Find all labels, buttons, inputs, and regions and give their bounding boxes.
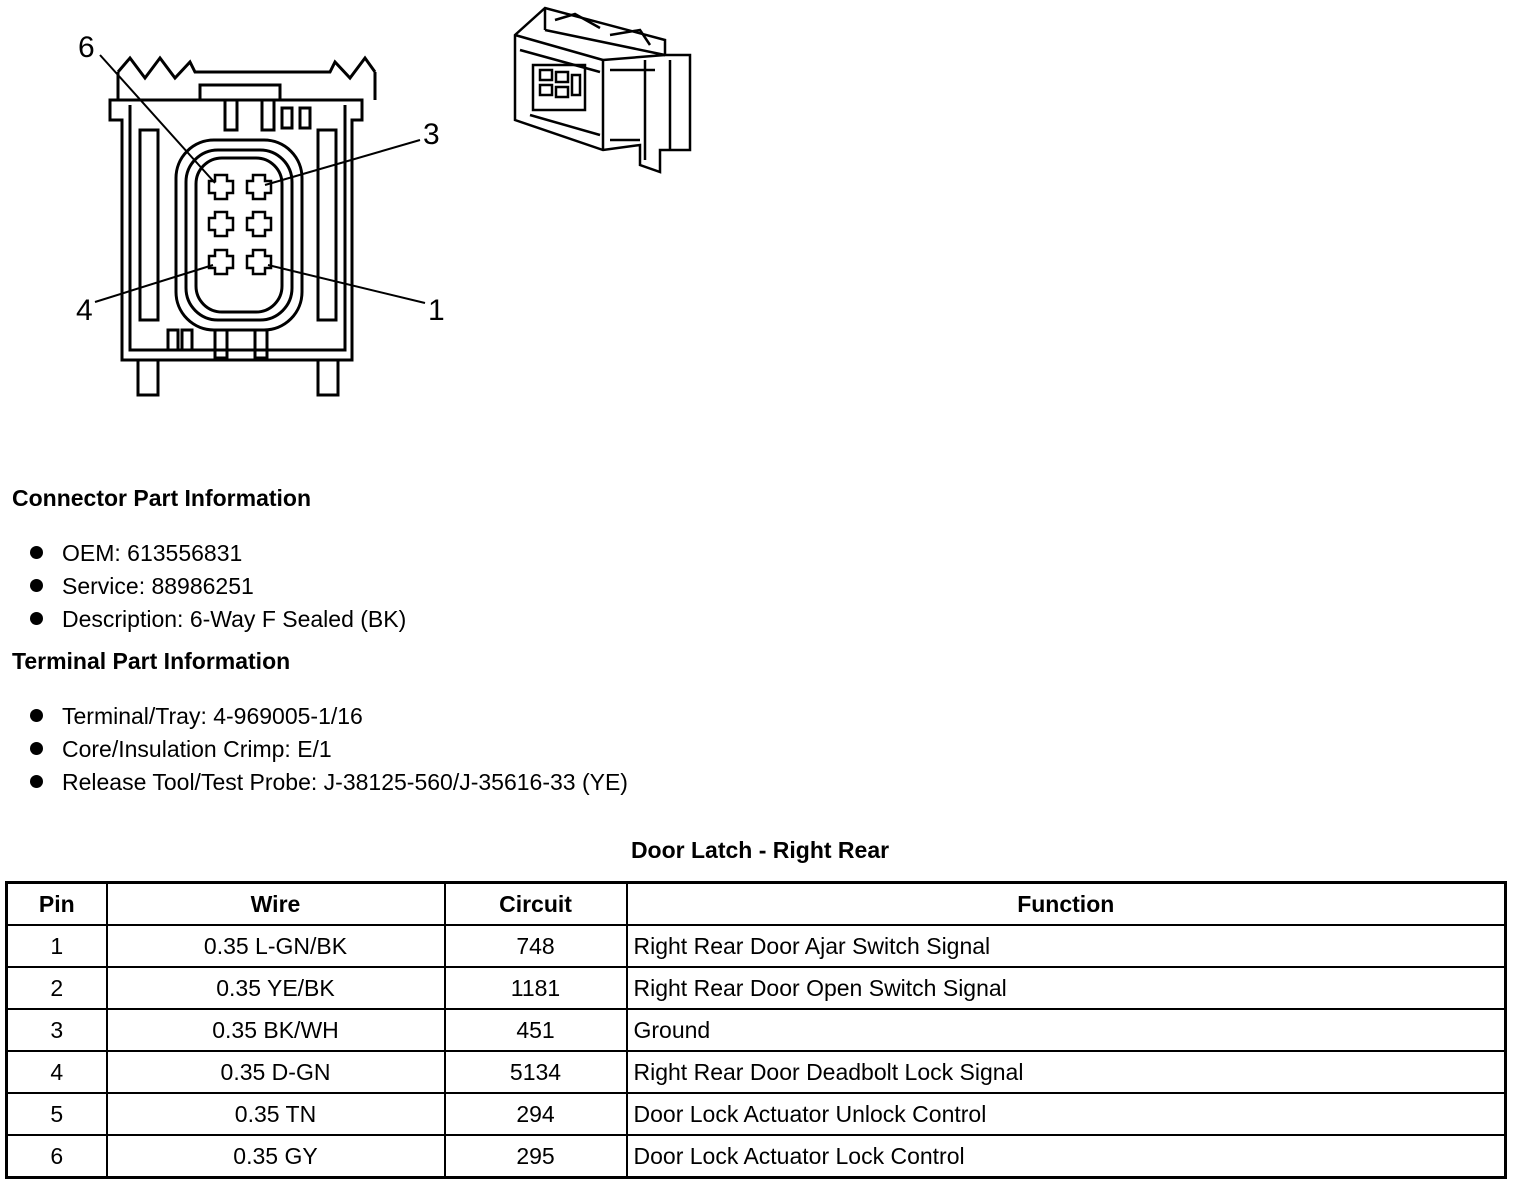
connector-face-diagram [60, 0, 480, 420]
header-function: Function [627, 883, 1506, 926]
cell-wire: 0.35 YE/BK [107, 967, 445, 1009]
cell-wire: 0.35 TN [107, 1093, 445, 1135]
cell-wire: 0.35 BK/WH [107, 1009, 445, 1051]
cell-function: Right Rear Door Deadbolt Lock Signal [627, 1051, 1506, 1093]
connector-info-heading: Connector Part Information [12, 485, 312, 511]
connector-outline [110, 58, 375, 395]
header-circuit: Circuit [445, 883, 627, 926]
cell-function: Right Rear Door Open Switch Signal [627, 967, 1506, 1009]
terminal-info-heading: Terminal Part Information [12, 648, 291, 674]
cell-function: Right Rear Door Ajar Switch Signal [627, 925, 1506, 967]
list-item: Description: 6-Way F Sealed (BK) [30, 603, 406, 636]
pin-cavities [209, 175, 271, 274]
table-header-row [7, 883, 1506, 926]
cell-function: Ground [627, 1009, 1506, 1051]
table-title: Door Latch - Right Rear [630, 837, 890, 863]
connector-iso-view [505, 0, 705, 180]
cell-circuit: 748 [445, 925, 627, 967]
cell-circuit: 5134 [445, 1051, 627, 1093]
table-row [7, 925, 1506, 967]
cell-function: Door Lock Actuator Unlock Control [627, 1093, 1506, 1135]
list-item: Core/Insulation Crimp: E/1 [30, 733, 628, 766]
connector-info-list [30, 537, 406, 636]
header-pin: Pin [7, 883, 107, 926]
cell-wire: 0.35 L-GN/BK [107, 925, 445, 967]
table-row [7, 1051, 1506, 1093]
cell-function: Door Lock Actuator Lock Control [627, 1135, 1506, 1178]
cell-pin: 4 [7, 1051, 107, 1093]
table-row [7, 1009, 1506, 1051]
pin-4-callout: 4 [76, 294, 93, 327]
cell-wire: 0.35 GY [107, 1135, 445, 1178]
pinout-table [5, 881, 1507, 1179]
list-item: Release Tool/Test Probe: J-38125-560/J-35616-33 (YE) [30, 766, 628, 799]
terminal-info-list [30, 700, 628, 799]
cell-circuit: 1181 [445, 967, 627, 1009]
table-row [7, 1093, 1506, 1135]
cell-pin: 3 [7, 1009, 107, 1051]
pin-6-callout: 6 [78, 31, 95, 64]
header-wire: Wire [107, 883, 445, 926]
pin-3-callout: 3 [423, 118, 440, 151]
table-row [7, 967, 1506, 1009]
list-item: OEM: 613556831 [30, 537, 406, 570]
cell-wire: 0.35 D-GN [107, 1051, 445, 1093]
cell-pin: 1 [7, 925, 107, 967]
table-row [7, 1135, 1506, 1178]
cell-circuit: 294 [445, 1093, 627, 1135]
cell-circuit: 451 [445, 1009, 627, 1051]
cell-pin: 6 [7, 1135, 107, 1178]
list-item: Terminal/Tray: 4-969005-1/16 [30, 700, 628, 733]
cell-pin: 2 [7, 967, 107, 1009]
cell-circuit: 295 [445, 1135, 627, 1178]
pin-1-callout: 1 [428, 294, 445, 327]
cell-pin: 5 [7, 1093, 107, 1135]
list-item: Service: 88986251 [30, 570, 406, 603]
